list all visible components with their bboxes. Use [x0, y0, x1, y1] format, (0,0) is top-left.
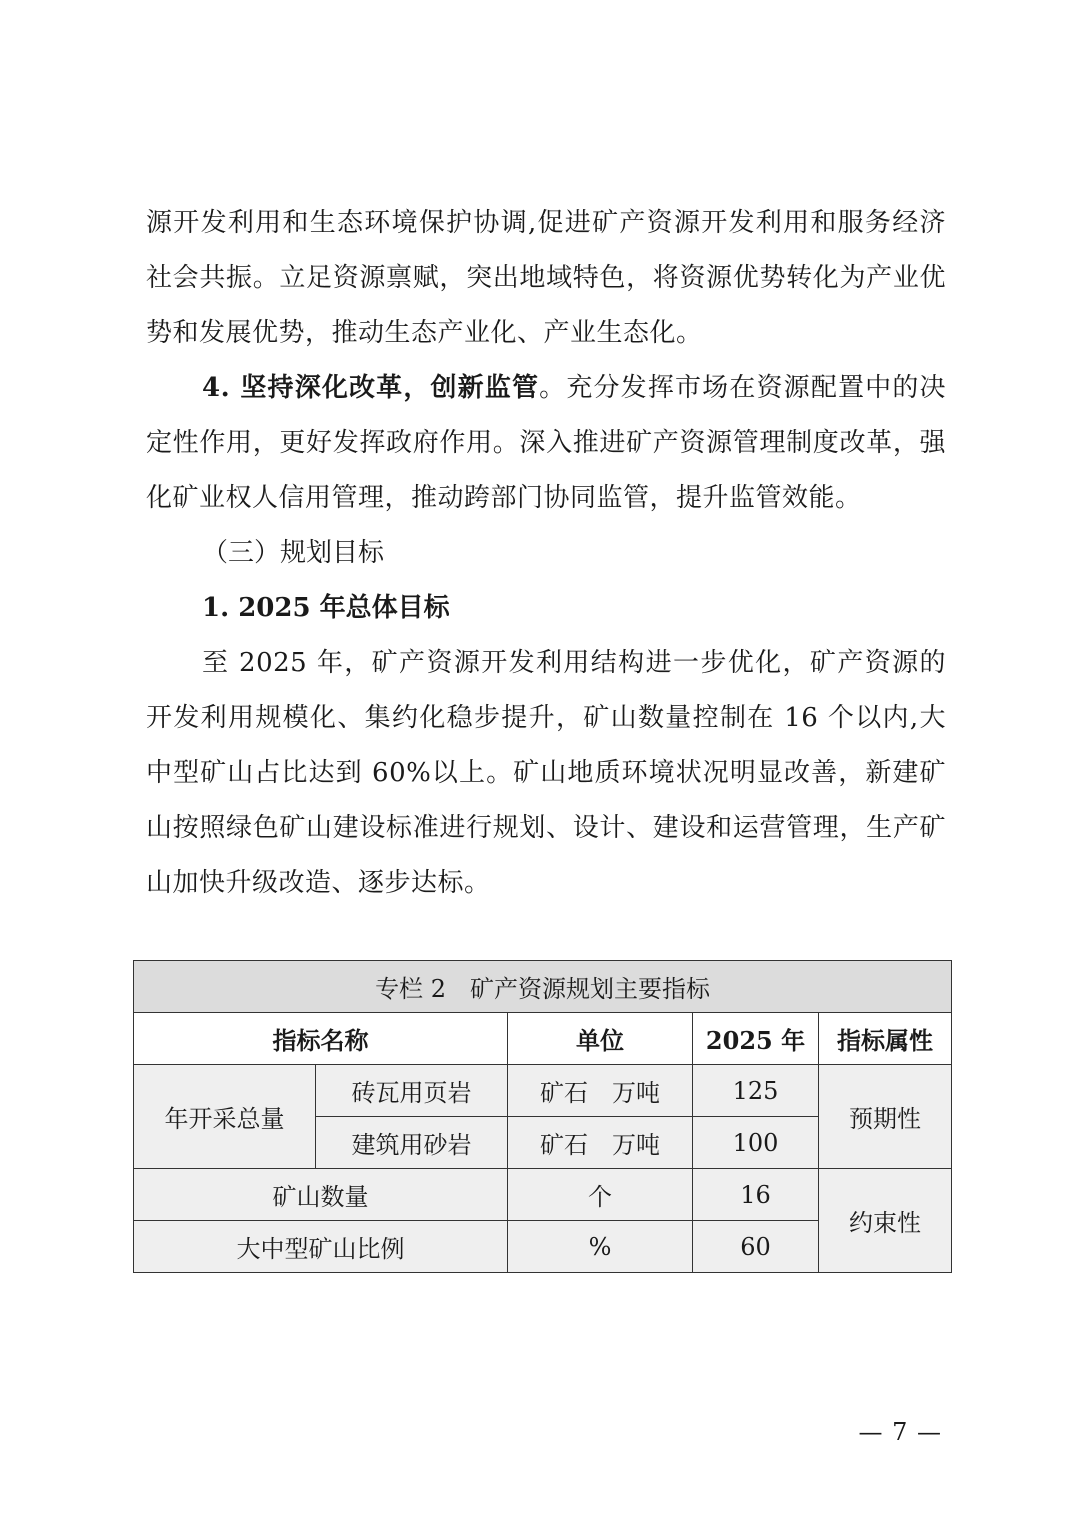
group-annual-output: 年开采总量 [134, 1065, 316, 1169]
row-mine-count-name: 矿山数量 [134, 1169, 508, 1221]
sub-heading: 1. 2025 年总体目标 [202, 593, 450, 623]
indicators-table [133, 960, 952, 1273]
row-large-mine-ratio-value: 60 [693, 1221, 819, 1273]
table-row [134, 1169, 952, 1221]
row-mine-count-value: 16 [693, 1169, 819, 1221]
paragraph-reform-title: 4. 坚持深化改革，创新监管 [202, 373, 540, 403]
row-sandstone-name: 建筑用砂岩 [316, 1117, 508, 1169]
paragraph-continuation: 源开发利用和生态环境保护协调,促进矿产资源开发利用和服务经济社会共振。立足资源禀赋，突出地域特色，将资源优势转化为产业优势和发展优势，推动生态产业化、产业生态化。 [146, 208, 946, 348]
table-row [134, 1065, 952, 1117]
row-shale-unit: 矿石 万吨 [508, 1065, 693, 1117]
table-caption-row [134, 961, 952, 1013]
group-binding-attr: 约束性 [819, 1169, 952, 1273]
document-body [146, 196, 946, 911]
paragraph-targets: 至 2025 年，矿产资源开发利用结构进一步优化，矿产资源的开发利用规模化、集约化稳步提升，矿山数量控制在 16 个以内,大中型矿山占比达到 60%以上。矿山地质环境状况明显改善，新建矿山按照绿色矿山建设标准进行规划、设计、建设和运营管理，生产矿山加快升级改造、逐步达标。 [146, 648, 946, 898]
header-attribute: 指标属性 [819, 1013, 952, 1065]
table-header-row [134, 1013, 952, 1065]
row-mine-count-unit: 个 [508, 1169, 693, 1221]
row-shale-value: 125 [693, 1065, 819, 1117]
header-name: 指标名称 [134, 1013, 508, 1065]
paragraph-reform [146, 361, 946, 526]
row-sandstone-value: 100 [693, 1117, 819, 1169]
header-unit: 单位 [508, 1013, 693, 1065]
row-sandstone-unit: 矿石 万吨 [508, 1117, 693, 1169]
group-expected-attr: 预期性 [819, 1065, 952, 1169]
row-large-mine-ratio-name: 大中型矿山比例 [134, 1221, 508, 1273]
row-large-mine-ratio-unit: % [508, 1221, 693, 1273]
header-year: 2025 年 [693, 1013, 819, 1065]
paragraph-reform-body: 。充分发挥市场在资源配置中的决定性作用，更好发挥政府作用。深入推进矿产资源管理制度改革，强化矿业权人信用管理，推动跨部门协同监管，提升监管效能。 [146, 373, 946, 513]
table-caption: 专栏 2 矿产资源规划主要指标 [134, 961, 952, 1013]
section-heading: （三）规划目标 [202, 538, 385, 568]
row-shale-name: 砖瓦用页岩 [316, 1065, 508, 1117]
page-number: — 7 — [858, 1418, 942, 1446]
